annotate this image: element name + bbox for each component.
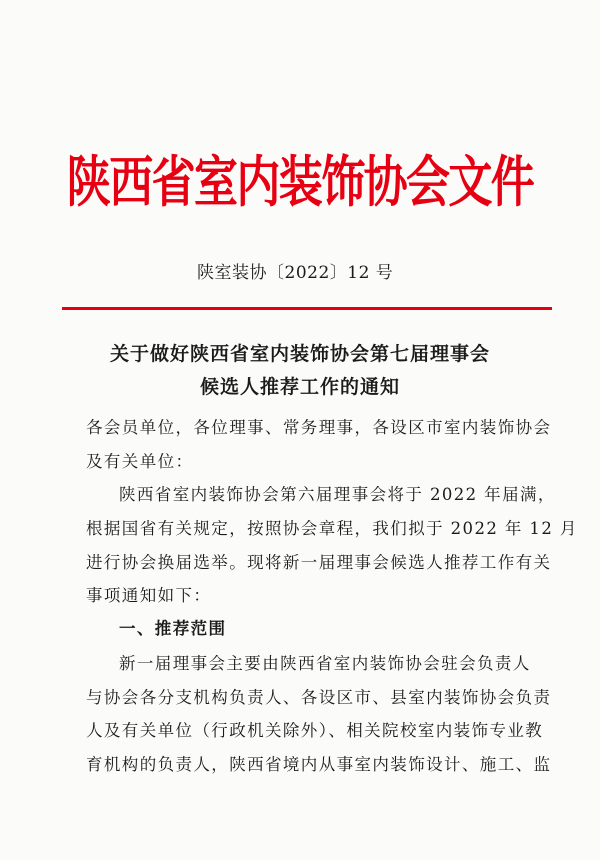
paragraph-1-line-2: 根据国省有关规定，按照协会章程，我们拟于 2022 年 12 月 xyxy=(86,519,578,538)
salutation-line-2: 及有关单位： xyxy=(86,452,194,471)
paragraph-1-line-4: 事项通知如下： xyxy=(86,586,212,605)
paragraph-1-line-3: 进行协会换届选举。现将新一届理事会候选人推荐工作有关 xyxy=(86,553,552,572)
paragraph-2-line-1: 新一届理事会主要由陕西省室内装饰协会驻会负责人 xyxy=(119,654,531,673)
notice-title-line-2: 候选人推荐工作的通知 xyxy=(199,376,400,398)
paragraph-2-line-3: 人及有关单位（行政机关除外）、相关院校室内装饰专业教 xyxy=(86,721,544,740)
salutation-line-1: 各会员单位，各位理事、常务理事，各设区市室内装饰协会 xyxy=(86,418,552,437)
paragraph-1-line-1: 陕西省室内装饰协会第六届理事会将于 2022 年届满， xyxy=(119,485,556,504)
paragraph-2-line-2: 与协会各分支机构负责人、各设区市、县室内装饰协会负责 xyxy=(86,688,552,707)
paragraph-2-line-4: 育机构的负责人，陕西省境内从事室内装饰设计、施工、监 xyxy=(86,755,552,774)
red-divider-rule xyxy=(62,307,552,310)
notice-title-line-1: 关于做好陕西省室内装饰协会第七届理事会 xyxy=(109,343,490,365)
masthead-title: 陕西省室内装饰协会文件 xyxy=(66,149,534,214)
section-1-heading: 一、推荐范围 xyxy=(119,619,227,638)
document-number: 陕室装协〔2022〕12 号 xyxy=(197,263,394,283)
